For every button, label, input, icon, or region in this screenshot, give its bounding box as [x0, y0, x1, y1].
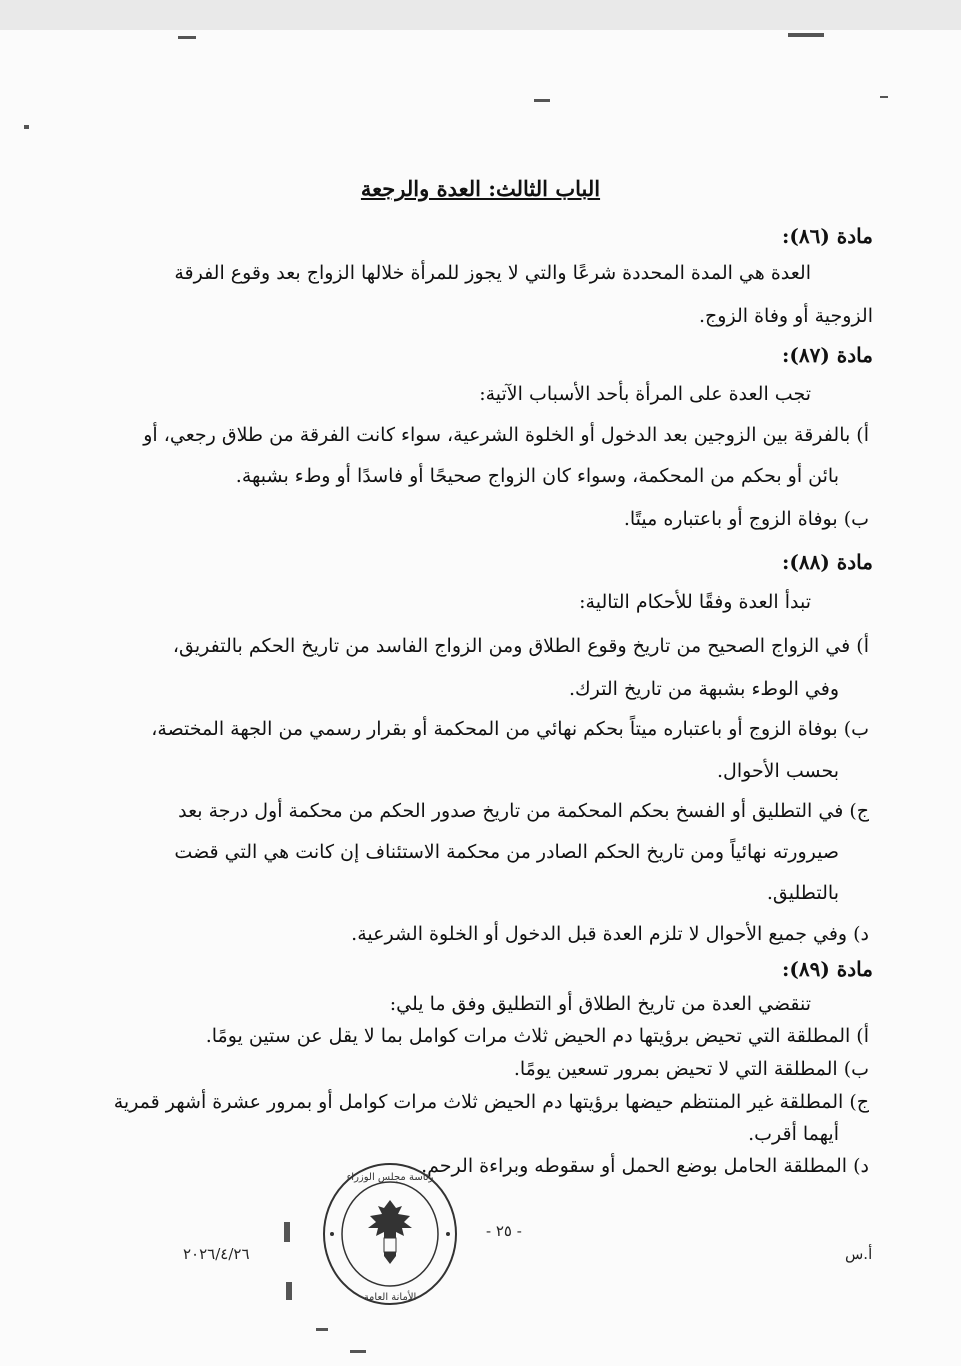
official-seal: [318, 1160, 462, 1308]
article-88-item-b-cont: بحسب الأحوال.: [717, 760, 839, 782]
article-88-item-c: ج) في التطليق أو الفسخ بحكم المحكمة من تاريخ صدور الحكم من محكمة أول درجة بعد: [178, 800, 869, 822]
scan-speck: [880, 96, 888, 98]
document-date: ٢٠٢٦/٤/٢٦: [183, 1245, 250, 1263]
article-87-item-a-cont: بائن أو بحكم من المحكمة، وسواء كان الزواج صحيحًا أو فاسدًا أو وطء بشبهة.: [235, 465, 839, 487]
seal-top-text: رئاسة مجلس الوزراء: [346, 1172, 434, 1183]
article-89-intro: تنقضي العدة من تاريخ الطلاق أو التطليق وفق ما يلي:: [389, 993, 811, 1015]
article-89-item-c: ج) المطلقة غير المنتظم حيضها برؤيتها دم الحيض ثلاث مرات كوامل أو بمرور عشرة أشهر قمرية: [113, 1091, 869, 1113]
article-88-item-a-cont: وفي الوطء بشبهة من تاريخ الترك.: [568, 678, 839, 700]
article-89-item-b: ب) المطلقة التي لا تحيض بمرور تسعين يومًا.: [513, 1058, 869, 1080]
article-88-item-c-cont: بالتطليق.: [766, 882, 839, 904]
article-86-heading: مادة (٨٦):: [782, 224, 873, 248]
article-88-heading: مادة (٨٨):: [782, 550, 873, 574]
article-89-heading: مادة (٨٩):: [782, 957, 873, 981]
article-87-item-b: ب) بوفاة الزوج أو باعتباره ميتًا.: [623, 508, 869, 530]
article-89-item-c-cont: أيهما أقرب.: [748, 1123, 839, 1145]
article-88-item-a: أ) في الزواج الصحيح من تاريخ وقوع الطلاق ومن الزواج الفاسد من تاريخ الحكم بالتفريق،: [172, 635, 869, 657]
article-89-item-a: أ) المطلقة التي تحيض برؤيتها دم الحيض ثلاث مرات كوامل بما لا يقل عن ستين يومًا.: [205, 1025, 869, 1047]
article-88-item-c-cont: صيرورته نهائياً ومن تاريخ الحكم الصادر من محكمة الاستئناف إن كانت هي التي قضت: [174, 841, 839, 863]
scan-speck: [24, 125, 29, 129]
eagle-emblem-icon: [368, 1200, 412, 1264]
page-number: - ٢٥ -: [486, 1222, 522, 1240]
article-87-heading: مادة (٨٧):: [782, 343, 873, 367]
article-87-intro: تجب العدة على المرأة بأحد الأسباب الآتية:: [479, 383, 811, 405]
scan-speck: [534, 99, 550, 102]
scan-speck: [286, 1282, 292, 1300]
scan-speck: [284, 1222, 290, 1242]
scan-speck: [178, 36, 196, 39]
article-88-intro: تبدأ العدة وفقًا للأحكام التالية:: [579, 591, 811, 613]
article-87-item-a: أ) بالفرقة بين الزوجين بعد الدخول أو الخلوة الشرعية، سواء كانت الفرقة من طلاق رجعي، أو: [143, 424, 869, 446]
article-88-item-b: ب) بوفاة الزوج أو باعتباره ميتاً بحكم نهائي من المحكمة أو بقرار رسمي من الجهة المختصة،: [151, 718, 869, 740]
scan-speck: [350, 1350, 366, 1353]
scan-speck: [316, 1328, 328, 1331]
seal-bottom-text: الأمانة العامة: [363, 1292, 417, 1303]
typist-initials: أ.س: [845, 1245, 873, 1263]
article-88-item-d: د) وفي جميع الأحوال لا تلزم العدة قبل الدخول أو الخلوة الشرعية.: [351, 923, 869, 945]
article-86-line: الزوجية أو وفاة الزوج.: [699, 305, 873, 327]
article-86-line: العدة هي المدة المحددة شرعًا والتي لا يجوز للمرأة خلالها الزواج بعد وقوع الفرقة: [174, 262, 811, 284]
article-89-item-d: د) المطلقة الحامل بوضع الحمل أو سقوطه وبراءة الرحم.: [421, 1155, 869, 1177]
scan-speck: [788, 33, 824, 37]
chapter-title: الباب الثالث: العدة والرجعة: [360, 176, 601, 201]
scan-top-edge: [0, 0, 961, 30]
